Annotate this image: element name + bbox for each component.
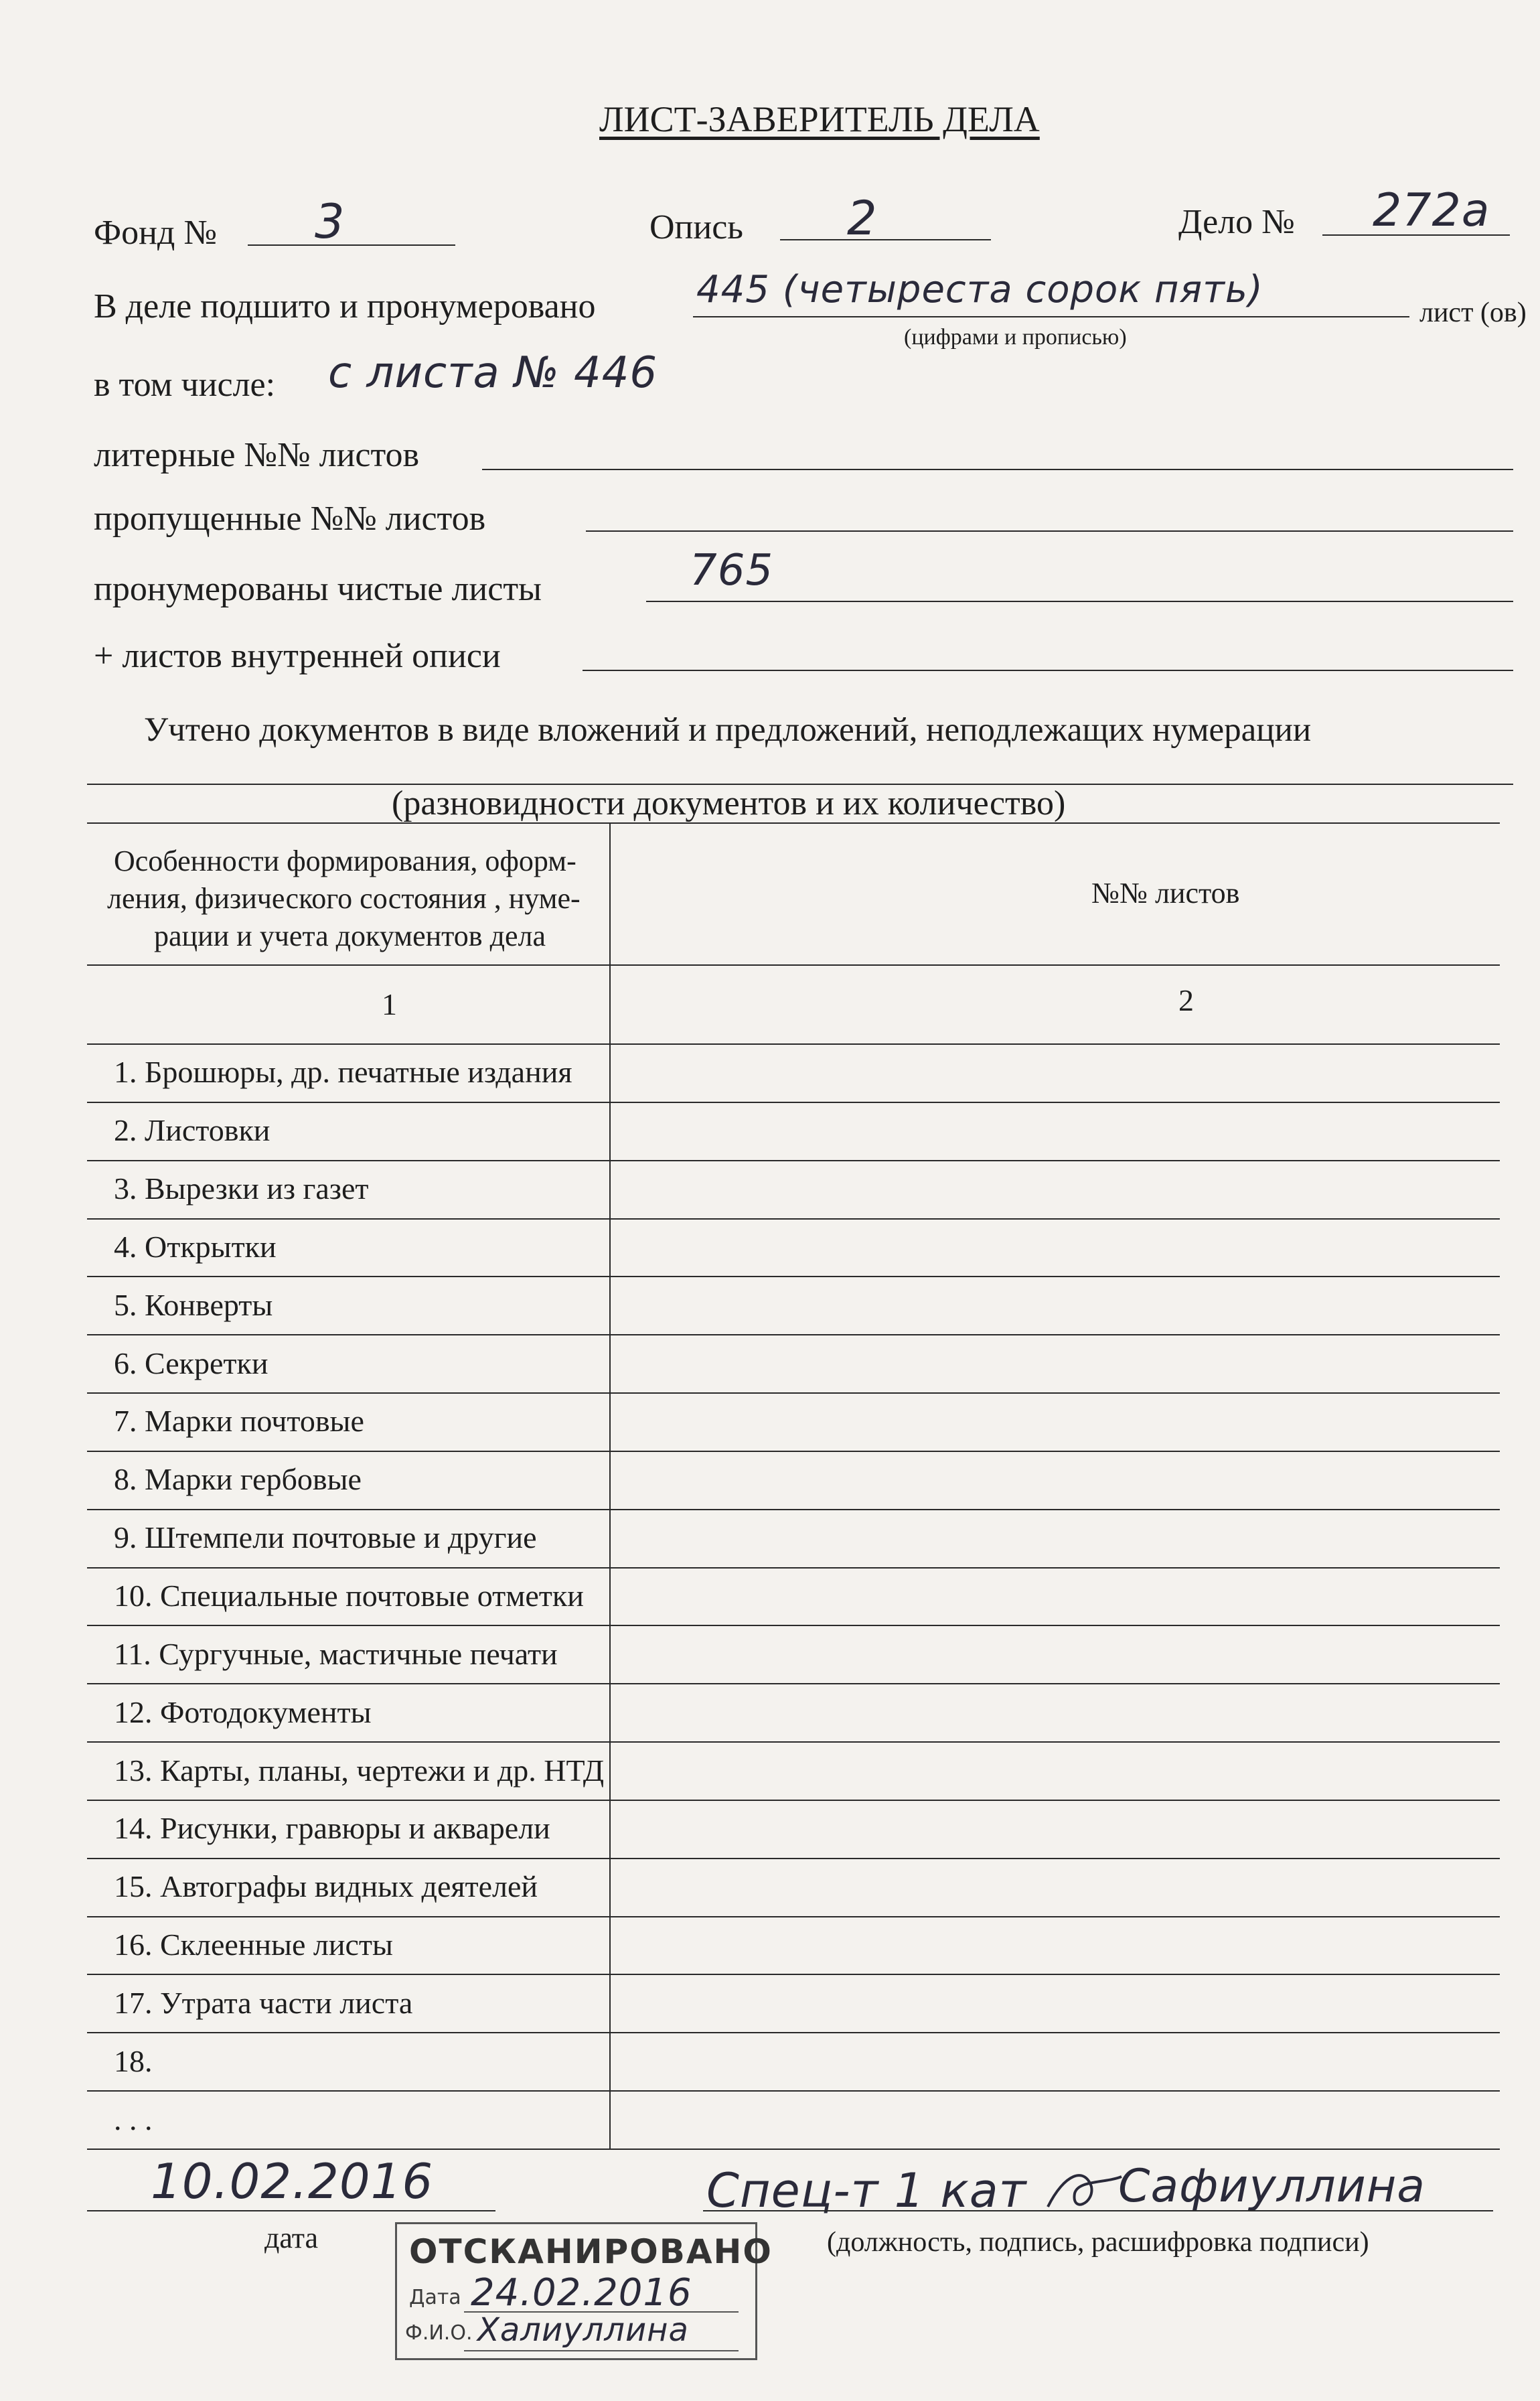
- col1-header-line1: Особенности формирования, оформ-: [114, 845, 576, 877]
- opis-value: 2: [847, 191, 878, 246]
- stamp-date-label: Дата: [409, 2286, 461, 2309]
- table-row: 6. Секретки: [114, 1345, 268, 1380]
- table-row: 8. Марки гербовые: [114, 1462, 362, 1497]
- missing-sheets-label: пропущенные №№ листов: [94, 500, 486, 538]
- table-row: 16. Склеенные листы: [114, 1927, 393, 1962]
- stamp-fio-value: Халиуллина: [477, 2311, 689, 2349]
- table-row: 10. Специальные почтовые отметки: [114, 1579, 584, 1613]
- delo-label: Дело №: [1178, 203, 1295, 241]
- table-row: 12. Фотодокументы: [114, 1694, 372, 1729]
- table-row: 13. Карты, планы, чертежи и др. НТД: [114, 1753, 605, 1788]
- table-row: 18.: [114, 2043, 153, 2078]
- table-row: 5. Конверты: [114, 1287, 273, 1322]
- inner-inventory-label: + листов внутренней описи: [94, 637, 501, 675]
- documents-table: [87, 822, 1500, 2149]
- scanned-stamp: [395, 2222, 773, 2360]
- table-row: 17. Утрата части листа: [114, 1985, 413, 2020]
- table-row: 3. Вырезки из газет: [114, 1171, 369, 1206]
- position-value: Спец-т 1 кат: [706, 2163, 1027, 2218]
- table-row: 2. Листовки: [114, 1113, 271, 1148]
- accounted-hint: (разновидности документов и их количество): [392, 784, 1066, 822]
- table-row: 7. Марки почтовые: [114, 1404, 364, 1439]
- blank-sheets-label: пронумерованы чистые листы: [94, 570, 542, 608]
- table-row: 1. Брошюры, др. печатные издания: [114, 1055, 572, 1090]
- position-label: (должность, подпись, расшифровка подписи): [827, 2227, 1369, 2258]
- table-column-divider: [609, 822, 611, 2149]
- sewn-hint: (цифрами и прописью): [904, 325, 1127, 350]
- stamp-date-value: 24.02.2016: [471, 2271, 692, 2315]
- including-value: с листа № 446: [328, 348, 658, 398]
- table-row: 11. Сургучные, мастичные печати: [114, 1636, 558, 1671]
- date-label: дата: [264, 2222, 319, 2254]
- table-row: 14. Рисунки, гравюры и акварели: [114, 1811, 550, 1846]
- stamp-fio-label: Ф.И.О.: [405, 2321, 473, 2345]
- table-row: 4. Открытки: [114, 1229, 277, 1264]
- signature-mark: [1045, 2167, 1125, 2220]
- col1-number: 1: [382, 987, 397, 1021]
- blank-sheets-value: 765: [690, 546, 774, 595]
- date-value: 10.02.2016: [151, 2153, 434, 2209]
- table-row: 9. Штемпели почтовые и другие: [114, 1520, 537, 1555]
- page-title: ЛИСТ-ЗАВЕРИТЕЛЬ ДЕЛА: [599, 99, 1040, 139]
- signature-name: Сафиуллина: [1118, 2160, 1426, 2213]
- delo-value: 272а: [1373, 184, 1490, 237]
- letter-sheets-label: литерные №№ листов: [94, 436, 420, 474]
- col1-header-line2: ления, физического состояния , нуме-: [107, 882, 581, 915]
- col2-header: №№ листов: [1091, 877, 1240, 910]
- table-row: 15. Автографы видных деятелей: [114, 1869, 538, 1904]
- fond-label: Фонд №: [94, 214, 217, 252]
- opis-label: Опись: [649, 208, 744, 246]
- sewn-label: В деле подшито и пронумеровано: [94, 287, 596, 325]
- accounted-text: Учтено документов в виде вложений и предложений, неподлежащих нумерации: [144, 711, 1312, 749]
- including-label: в том числе:: [94, 366, 276, 404]
- table-row: . . .: [114, 2102, 153, 2136]
- stamp-title: ОТСКАНИРОВАНО: [409, 2232, 773, 2271]
- col2-number: 2: [1178, 983, 1194, 1017]
- sewn-suffix: лист (ов): [1419, 297, 1527, 328]
- col1-header-line3: рации и учета документов дела: [154, 920, 546, 952]
- fond-value: 3: [315, 194, 345, 249]
- sewn-value: 445 (четыреста сорок пять): [696, 268, 1263, 311]
